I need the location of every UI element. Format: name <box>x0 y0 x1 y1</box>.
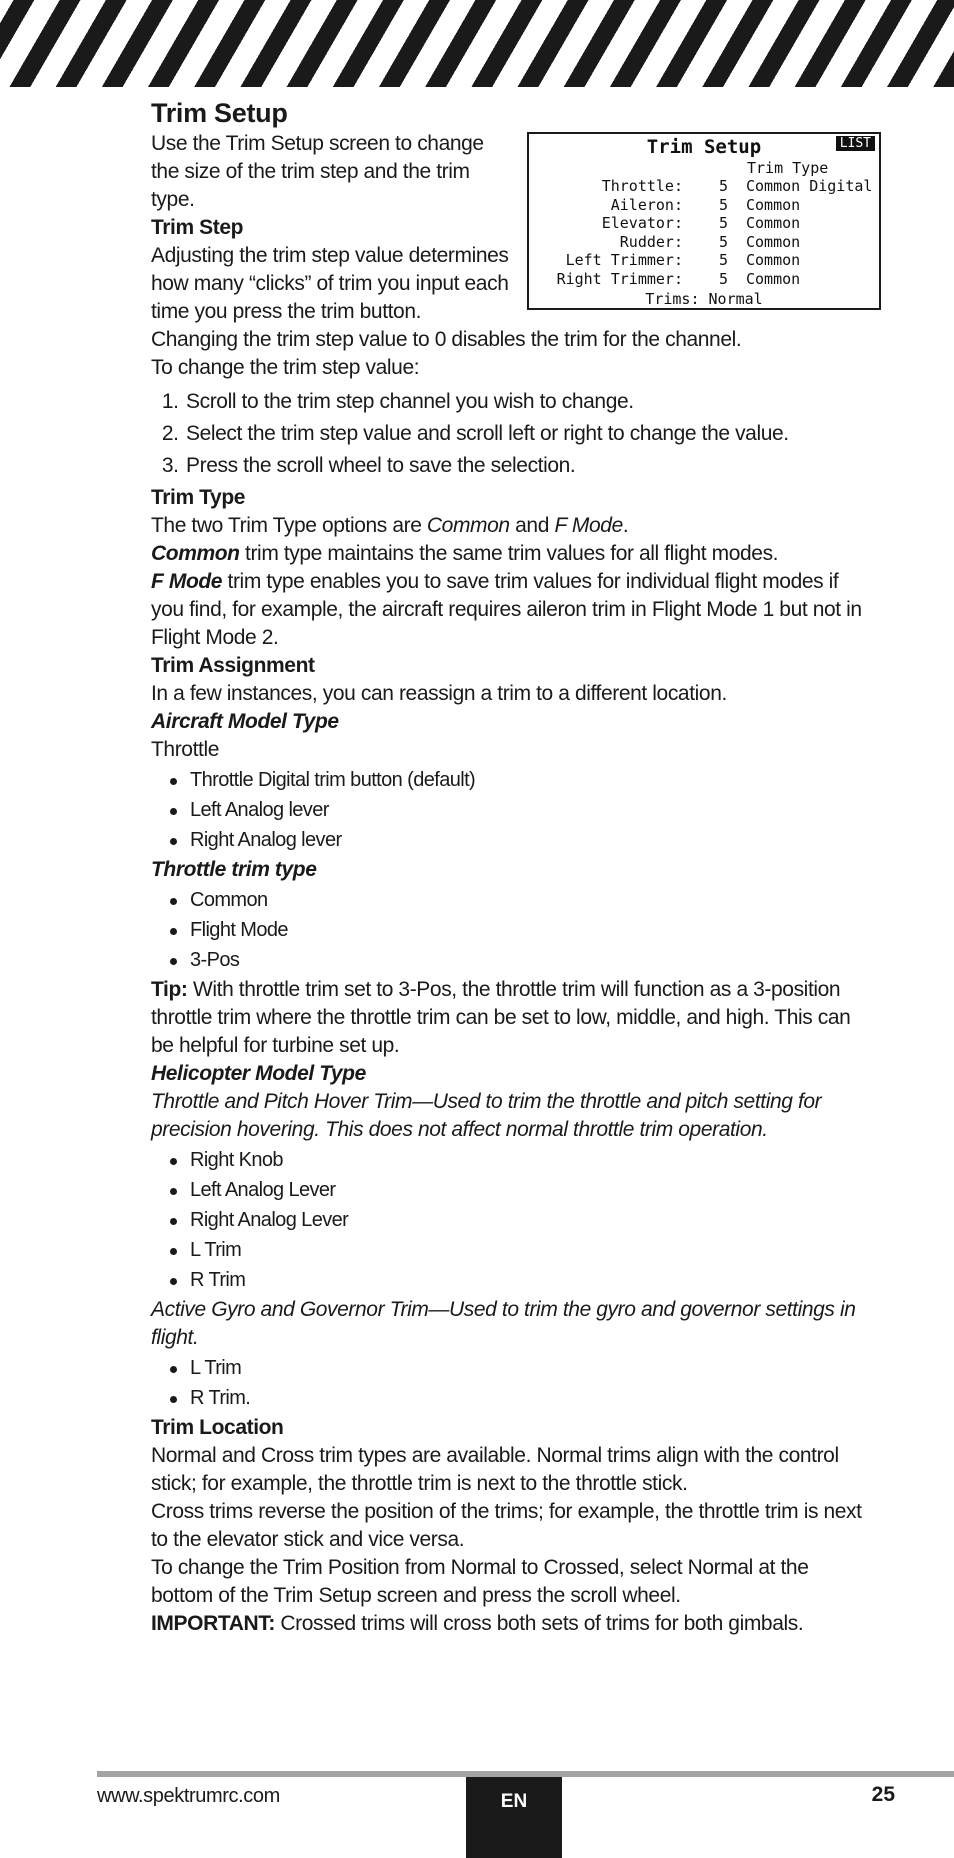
important-note <box>151 1610 871 1638</box>
text-run: Crossed trims will cross both sets of trims for both gimbals. <box>274 1612 804 1635</box>
trim-type-heading: Trim Type <box>151 486 246 509</box>
trim-assignment-paragraph: In a few instances, you can reassign a trim to a different location. <box>151 682 727 705</box>
procedure-step: 2. Select the trim step value and scroll left or right to change the value. <box>184 420 871 448</box>
common-description <box>151 540 871 568</box>
list-item: R Trim. <box>190 1384 871 1412</box>
page-number: 25 <box>871 1783 895 1806</box>
text-run: With throttle trim set to 3-Pos, the throttle trim will function as a 3-position throttle trim where the throttle trim can be set to low, middle, and high. This can be helpful for turbine set up. <box>151 978 851 1057</box>
trim-location-normal: Normal and Cross trim types are available. Normal trims align with the control stick; for example, the throttle trim is next to the throttle stick. <box>151 1444 839 1495</box>
term-common: Common <box>151 542 240 565</box>
trim-location-change: To change the Trim Position from Normal to Crossed, select Normal at the bottom of the Trim Setup screen and press the scroll wheel. <box>151 1556 809 1607</box>
list-item: L Trim <box>190 1236 871 1264</box>
list-item: Left Analog Lever <box>190 1176 871 1204</box>
trim-type-options <box>151 512 871 540</box>
list-item: Common <box>190 886 871 914</box>
text-run-italic: Common <box>426 514 510 537</box>
lcd-row-label: Throttle: <box>601 177 683 195</box>
lcd-row-value: 5 <box>719 214 729 232</box>
text-run-italic: F Mode <box>554 514 623 537</box>
gyro-trim-description: Active Gyro and Governor Trim—Used to trim the gyro and governor settings in flight. <box>151 1298 856 1349</box>
trim-location-cross: Cross trims reverse the position of the trims; for example, the throttle trim is next to the elevator stick and vice versa. <box>151 1500 862 1551</box>
trim-step-zero-note: Changing the trim step value to 0 disables the trim for the channel. <box>151 328 742 351</box>
aircraft-throttle-list <box>151 766 871 854</box>
lcd-column-title: Trim Type <box>747 159 829 177</box>
list-item: Right Analog Lever <box>190 1206 871 1234</box>
lcd-row-type: Common <box>746 232 801 251</box>
list-item: Left Analog lever <box>190 796 871 824</box>
text-run: trim type enables you to save trim values for individual flight modes if you find, for example, the aircraft requires aileron trim in Flight Mode 1 but not in Flight Mode 2. <box>151 570 862 649</box>
lcd-row-label: Aileron: <box>610 195 683 214</box>
trim-step-paragraph: Adjusting the trim step value determines how many “clicks” of trim you input each time you press the trim button. <box>151 244 509 323</box>
lcd-row-type: Common <box>746 269 801 288</box>
footer-website: www.spektrumrc.com <box>97 1785 280 1807</box>
lcd-row-value: 5 <box>719 251 729 269</box>
aircraft-subheading: Throttle <box>151 738 219 761</box>
list-item: Flight Mode <box>190 916 871 944</box>
footer-language-tab: EN <box>466 1777 562 1858</box>
lcd-row-value: 5 <box>719 177 729 195</box>
text-run: The two Trim Type options are <box>151 514 427 537</box>
text-run: . <box>622 514 629 537</box>
lcd-row-type: Common <box>746 251 801 269</box>
lcd-row-label: Elevator: <box>601 214 683 232</box>
lcd-row-value: 5 <box>719 232 729 251</box>
hover-trim-description: Throttle and Pitch Hover Trim—Used to trim the throttle and pitch setting for precision hovering. This does not affect normal throttle trim operation. <box>151 1090 822 1141</box>
list-item: Right Knob <box>190 1146 871 1174</box>
tip-label: Tip: <box>151 978 188 1001</box>
list-item: R Trim <box>190 1266 871 1294</box>
lcd-row-type: Common <box>746 195 801 214</box>
trim-step-procedure <box>151 388 871 480</box>
tip-paragraph <box>151 976 871 1060</box>
lcd-row-type: Common Digital <box>746 177 873 195</box>
important-label: IMPORTANT: <box>151 1612 275 1635</box>
procedure-step: 3. Press the scroll wheel to save the selection. <box>184 452 871 480</box>
page-content <box>151 96 871 1638</box>
lcd-row-label: Left Trimmer: <box>565 251 683 269</box>
lcd-row-label: Rudder: <box>619 232 683 251</box>
text-run: trim type maintains the same trim values for all flight modes. <box>239 542 779 565</box>
list-item: 3-Pos <box>190 946 871 974</box>
hover-trim-list <box>151 1146 871 1294</box>
fmode-description <box>151 568 871 652</box>
throttle-trim-type-heading: Throttle trim type <box>151 858 317 881</box>
helicopter-model-type-heading: Helicopter Model Type <box>151 1062 366 1085</box>
gyro-trim-list <box>151 1354 871 1412</box>
text-run: and <box>509 514 555 537</box>
term-fmode: F Mode <box>151 570 223 593</box>
list-item: Throttle Digital trim button (default) <box>190 766 871 794</box>
trim-location-heading: Trim Location <box>151 1416 284 1439</box>
lcd-row-type: Common <box>746 214 801 232</box>
lcd-row-value: 5 <box>719 269 729 288</box>
throttle-trim-type-list <box>151 886 871 974</box>
lcd-row-label: Right Trimmer: <box>556 269 683 288</box>
trim-assignment-heading: Trim Assignment <box>151 654 315 677</box>
hazard-stripe-banner <box>0 0 954 87</box>
list-item: Right Analog lever <box>190 826 871 854</box>
lcd-row-value: 5 <box>719 195 729 214</box>
intro-paragraph: Use the Trim Setup screen to change the size of the trim step and the trim type. <box>151 132 484 211</box>
list-item: L Trim <box>190 1354 871 1382</box>
procedure-step: 1. Scroll to the trim step channel you wish to change. <box>184 388 871 416</box>
page-title: Trim Setup <box>151 98 288 128</box>
lcd-list-badge: LIST <box>836 136 875 151</box>
aircraft-model-type-heading: Aircraft Model Type <box>151 710 339 733</box>
trim-step-heading: Trim Step <box>151 216 244 239</box>
trim-step-instruction-lead: To change the trim step value: <box>151 356 420 379</box>
lcd-title: Trim Setup <box>646 136 762 158</box>
lcd-trims-setting: Trims: Normal <box>645 290 763 308</box>
